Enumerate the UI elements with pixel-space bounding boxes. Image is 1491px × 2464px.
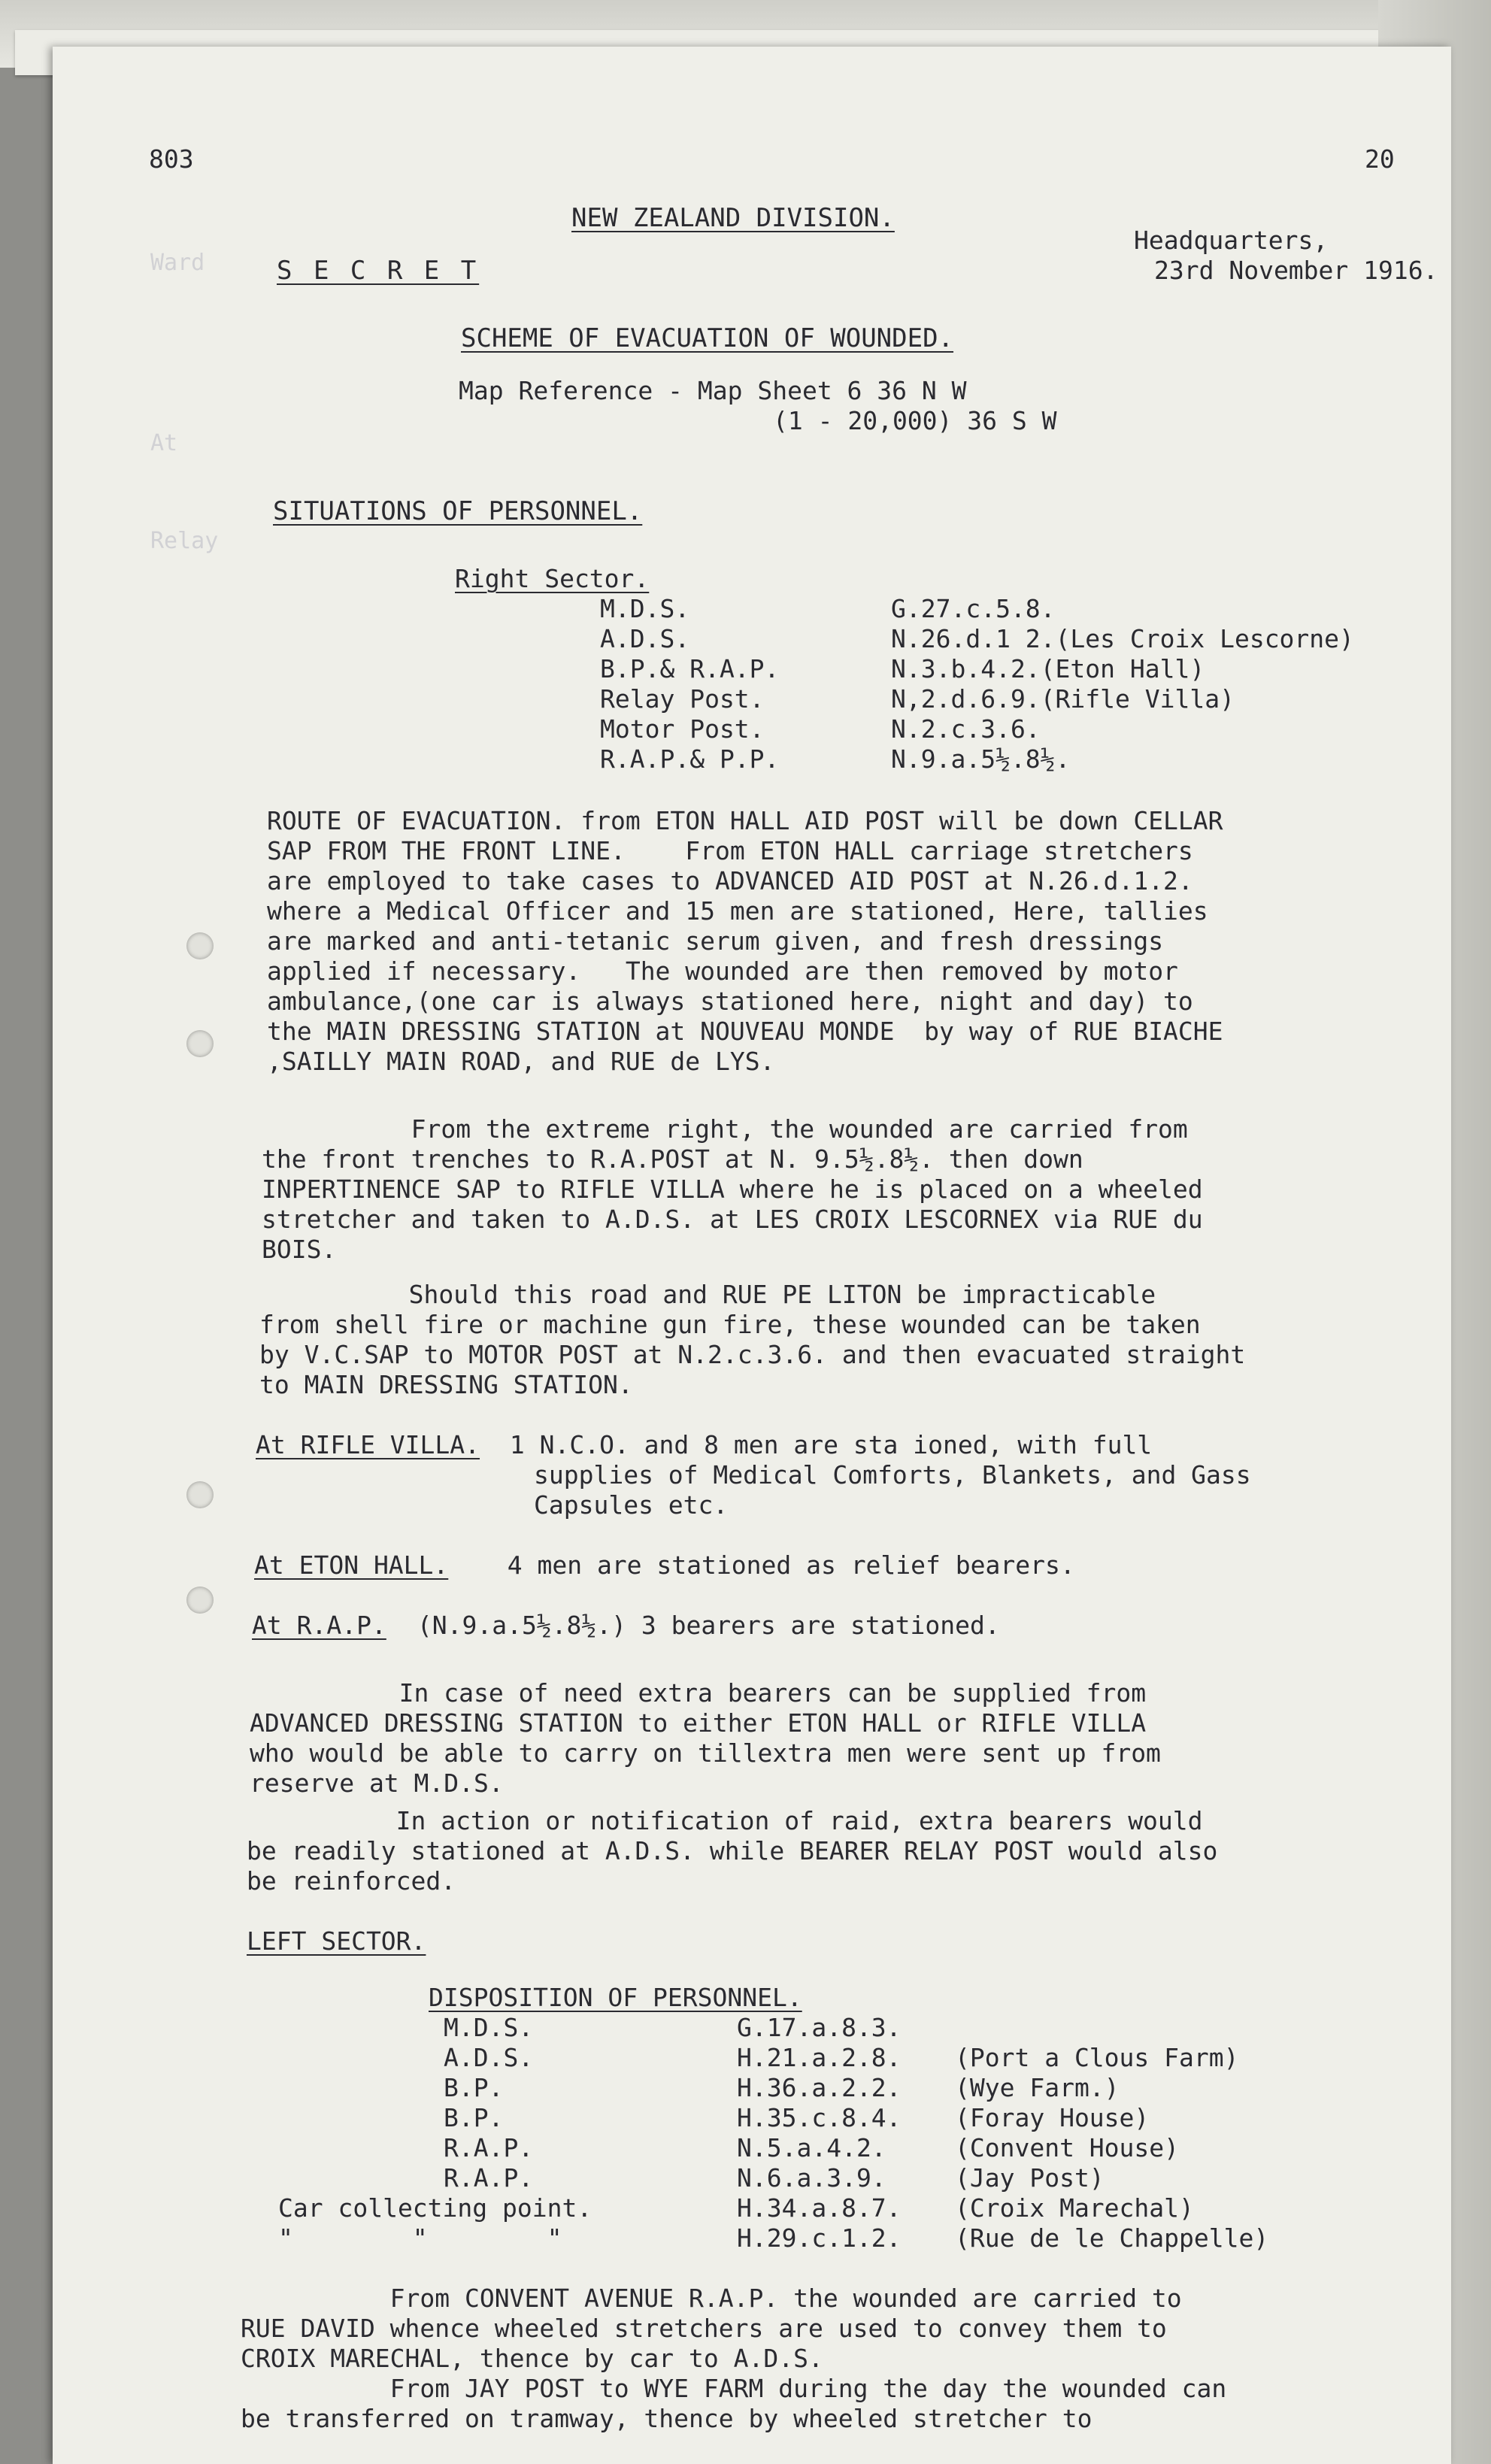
route-line: are employed to take cases to ADVANCED AID POST at N.26.d.1.2. — [267, 866, 1193, 896]
personnel-map-ref: N,2.d.6.9.(Rifle Villa) — [891, 684, 1235, 714]
page-number-right: 20 — [1365, 144, 1395, 174]
disposition-map-ref: N.6.a.3.9. — [737, 2163, 886, 2193]
disposition-place: (Jay Post) — [955, 2163, 1105, 2193]
paragraph-line: be transferred on tramway, thence by wheeled stretcher to — [241, 2404, 1092, 2433]
show-through-text: Ward — [150, 250, 205, 276]
paragraph-line: be readily stationed at A.D.S. while BEARER RELAY POST would also — [247, 1836, 1218, 1865]
rifle-villa-label: At RIFLE VILLA. — [256, 1430, 480, 1459]
map-reference-scale: (1 - 20,000) 36 S W — [773, 406, 1057, 435]
disposition-map-ref: H.29.c.1.2. — [737, 2223, 902, 2253]
paragraph-line: by V.C.SAP to MOTOR POST at N.2.c.3.6. and then evacuated straight — [259, 1340, 1246, 1369]
paragraph-line: From the extreme right, the wounded are carried from — [262, 1114, 1188, 1144]
disposition-label: B.P. — [444, 2103, 504, 2132]
rifle-villa-text: supplies of Medical Comforts, Blankets, and Gass — [534, 1460, 1251, 1490]
route-line: ambulance,(one car is always stationed here, night and day) to — [267, 987, 1193, 1016]
disposition-label: B.P. — [444, 2073, 504, 2102]
map-reference: Map Reference - Map Sheet 6 36 N W — [459, 376, 967, 405]
section-heading-personnel: SITUATIONS OF PERSONNEL. — [273, 496, 643, 526]
left-sector-heading: LEFT SECTOR. — [247, 1926, 426, 1956]
paragraph-line: From CONVENT AVENUE R.A.P. the wounded are carried to — [241, 2284, 1182, 2313]
show-through-text: At — [150, 430, 178, 456]
paragraph-line: be reinforced. — [247, 1866, 456, 1896]
disposition-label: M.D.S. — [444, 2013, 534, 2042]
disposition-place: (Convent House) — [955, 2133, 1180, 2162]
route-line: where a Medical Officer and 15 men are stationed, Here, tallies — [267, 896, 1208, 926]
personnel-map-ref: N.26.d.1 2.(Les Croix Lescorne) — [891, 624, 1354, 653]
paragraph-line: BOIS. — [262, 1235, 337, 1264]
paragraph-line: From JAY POST to WYE FARM during the day the wounded can — [241, 2374, 1227, 2403]
paragraph-line: the front trenches to R.A.POST at N. 9.5½.8½. then down — [262, 1144, 1083, 1174]
route-line: ROUTE OF EVACUATION. from ETON HALL AID POST will be down CELLAR — [267, 806, 1223, 835]
page-number-left: 803 — [149, 144, 194, 174]
paragraph-line: to MAIN DRESSING STATION. — [259, 1370, 633, 1399]
route-line: SAP FROM THE FRONT LINE. From ETON HALL carriage stretchers — [267, 836, 1193, 865]
personnel-label: M.D.S. — [600, 594, 690, 623]
personnel-label: Relay Post. — [600, 684, 765, 714]
disposition-label: " " " — [278, 2223, 562, 2253]
disposition-place: (Port a Clous Farm) — [955, 2043, 1239, 2072]
eton-hall-text: 4 men are stationed as relief bearers. — [477, 1550, 1075, 1580]
personnel-map-ref: G.27.c.5.8. — [891, 594, 1056, 623]
rifle-villa-text: Capsules etc. — [534, 1490, 729, 1520]
route-line: applied if necessary. The wounded are then removed by motor — [267, 956, 1178, 986]
punch-hole — [186, 1587, 214, 1614]
punch-hole — [186, 932, 214, 959]
personnel-label: R.A.P.& P.P. — [600, 744, 780, 774]
show-through-text: Relay — [150, 528, 219, 554]
disposition-map-ref: H.21.a.2.8. — [737, 2043, 902, 2072]
personnel-label: Motor Post. — [600, 714, 765, 744]
disposition-heading: DISPOSITION OF PERSONNEL. — [429, 1983, 802, 2012]
disposition-place: (Foray House) — [955, 2103, 1150, 2132]
paragraph-line: CROIX MARECHAL, thence by car to A.D.S. — [241, 2344, 823, 2373]
paragraph-line: RUE DAVID whence wheeled stretchers are used to convey them to — [241, 2314, 1167, 2343]
punch-hole — [186, 1030, 214, 1057]
rifle-villa-text: 1 N.C.O. and 8 men are sta ioned, with full — [495, 1430, 1153, 1459]
paragraph-line: stretcher and taken to A.D.S. at LES CROIX LESCORNEX via RUE du — [262, 1205, 1203, 1234]
eton-hall-label: At ETON HALL. — [254, 1550, 449, 1580]
disposition-label: A.D.S. — [444, 2043, 534, 2072]
paragraph-line: In case of need extra bearers can be supplied from — [250, 1678, 1147, 1708]
paragraph-line: Should this road and RUE PE LITON be impracticable — [259, 1280, 1156, 1309]
personnel-label: A.D.S. — [600, 624, 690, 653]
paragraph-line: ADVANCED DRESSING STATION to either ETON HALL or RIFLE VILLA — [250, 1708, 1147, 1738]
disposition-map-ref: G.17.a.8.3. — [737, 2013, 902, 2042]
disposition-map-ref: H.34.a.8.7. — [737, 2193, 902, 2223]
document-page — [53, 47, 1451, 2464]
document-title: NEW ZEALAND DIVISION. — [571, 203, 895, 233]
punch-hole — [186, 1481, 214, 1508]
disposition-place: (Croix Marechal) — [955, 2193, 1194, 2223]
route-line: are marked and anti-tetanic serum given, and fresh dressings — [267, 926, 1164, 956]
personnel-label: B.P.& R.A.P. — [600, 654, 780, 683]
right-sector-heading: Right Sector. — [455, 564, 650, 593]
disposition-label: R.A.P. — [444, 2163, 534, 2193]
paragraph-line: from shell fire or machine gun fire, these wounded can be taken — [259, 1310, 1201, 1339]
personnel-map-ref: N.3.b.4.2.(Eton Hall) — [891, 654, 1205, 683]
document-subject: SCHEME OF EVACUATION OF WOUNDED. — [461, 323, 954, 353]
paragraph-line: reserve at M.D.S. — [250, 1768, 504, 1798]
paragraph-line: who would be able to carry on tillextra men were sent up from — [250, 1738, 1161, 1768]
rap-text: (N.9.a.5½.8½.) 3 bearers are stationed. — [402, 1611, 1000, 1640]
disposition-map-ref: N.5.a.4.2. — [737, 2133, 886, 2162]
personnel-map-ref: N.2.c.3.6. — [891, 714, 1041, 744]
classification-secret: S E C R E T — [277, 256, 480, 286]
rap-label: At R.A.P. — [252, 1611, 386, 1640]
disposition-map-ref: H.35.c.8.4. — [737, 2103, 902, 2132]
disposition-place: (Rue de le Chappelle) — [955, 2223, 1269, 2253]
route-line: the MAIN DRESSING STATION at NOUVEAU MONDE by way of RUE BIACHE — [267, 1017, 1223, 1046]
route-line: ,SAILLY MAIN ROAD, and RUE de LYS. — [267, 1047, 775, 1076]
headquarters-label: Headquarters, — [1134, 226, 1329, 255]
disposition-place: (Wye Farm.) — [955, 2073, 1120, 2102]
personnel-map-ref: N.9.a.5½.8½. — [891, 744, 1071, 774]
paragraph-line: In action or notification of raid, extra bearers would — [247, 1806, 1203, 1835]
disposition-map-ref: H.36.a.2.2. — [737, 2073, 902, 2102]
paragraph-line: INPERTINENCE SAP to RIFLE VILLA where he is placed on a wheeled — [262, 1174, 1203, 1204]
headquarters-date: 23rd November 1916. — [1154, 256, 1438, 285]
disposition-label: R.A.P. — [444, 2133, 534, 2162]
disposition-label: Car collecting point. — [278, 2193, 592, 2223]
